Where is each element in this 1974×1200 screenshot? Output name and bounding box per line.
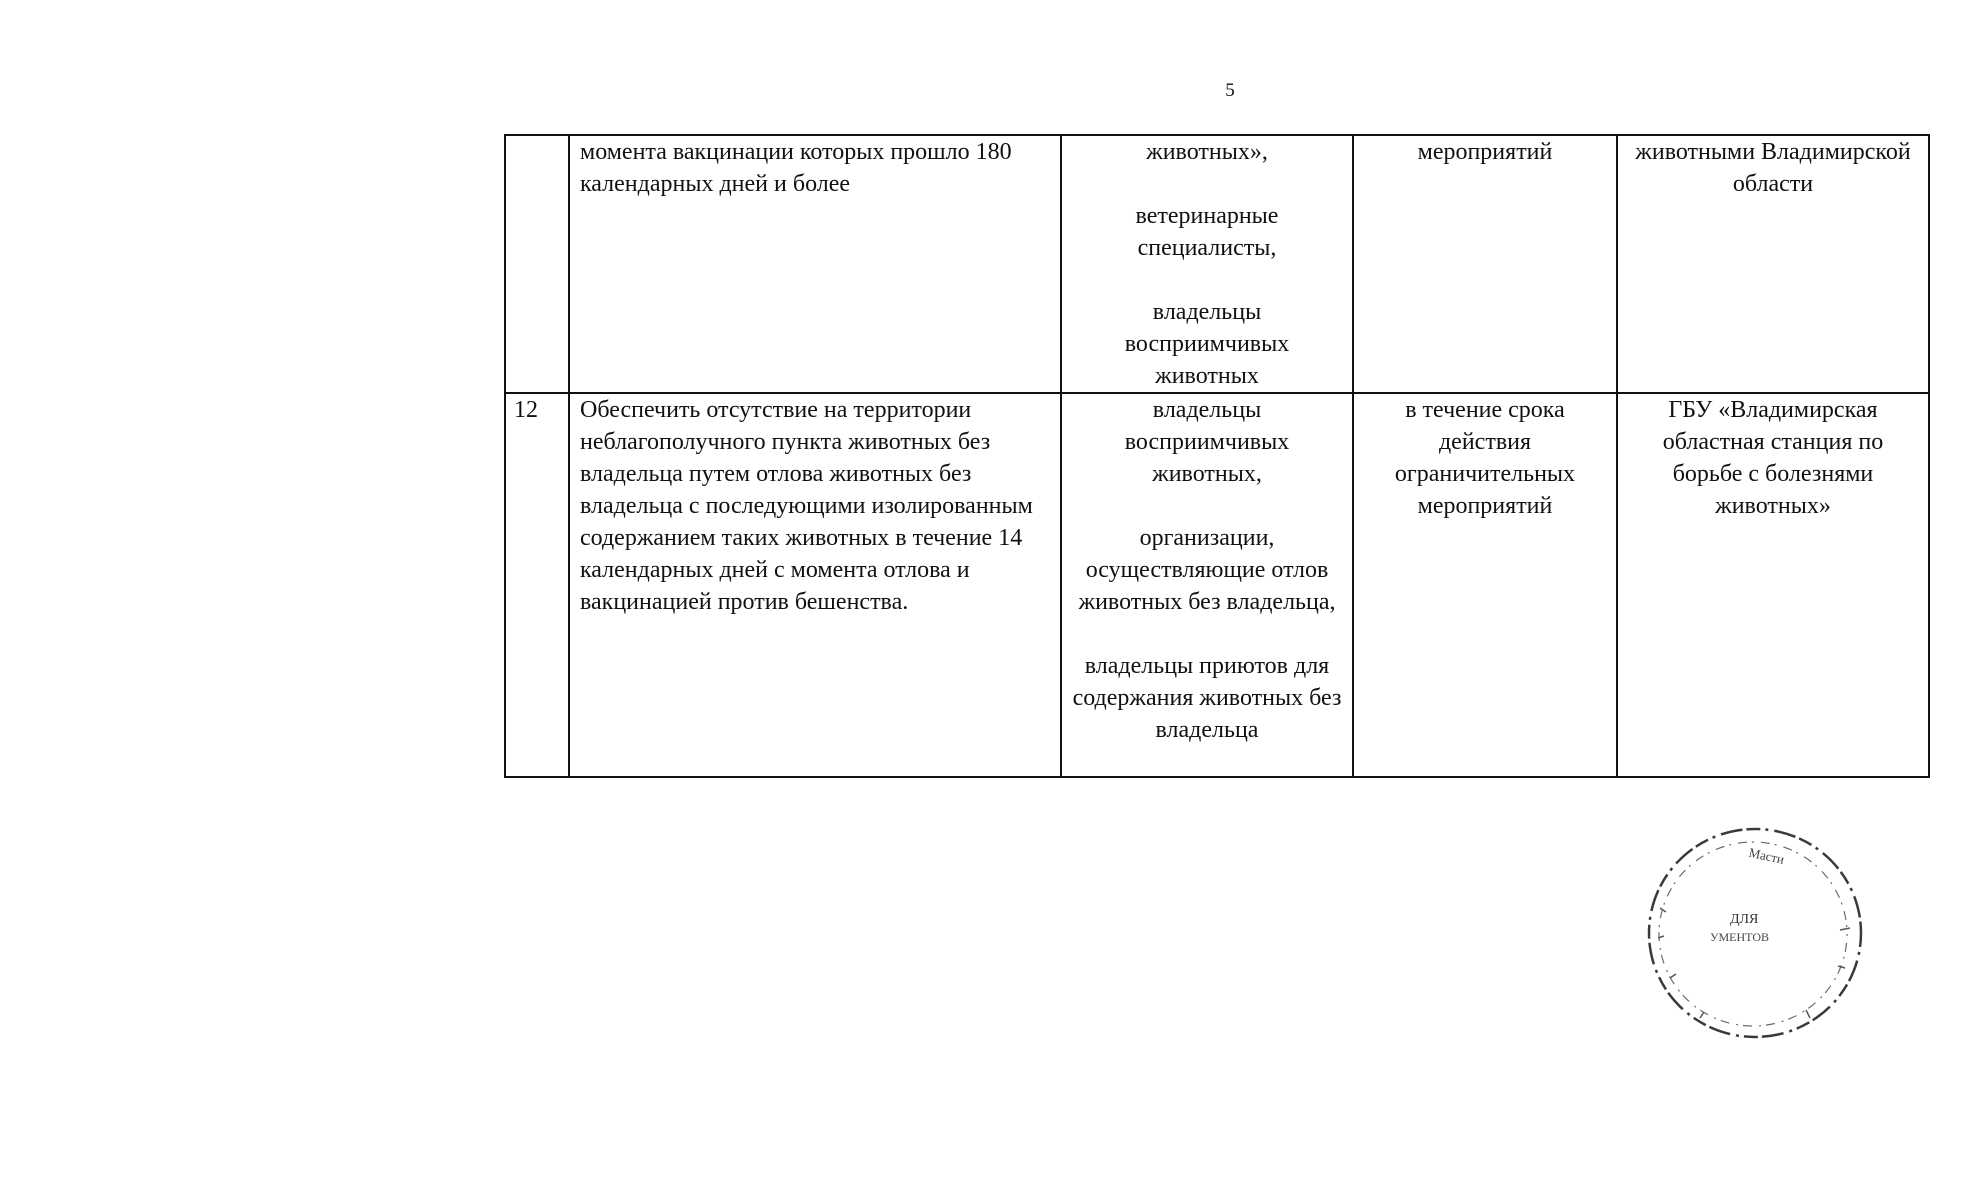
action-text: момента вакцинации которых прошло 180 календарных дней и более — [580, 139, 1012, 197]
executor-item: ветеринарные специалисты, — [1135, 203, 1279, 261]
action-cell — [569, 135, 1061, 393]
deadline-cell — [1353, 135, 1617, 393]
executor-item: владельцы восприимчивых животных — [1124, 299, 1290, 389]
action-cell — [569, 393, 1061, 777]
row-number-cell: 12 — [505, 393, 569, 777]
row-number-cell — [505, 135, 569, 393]
deadline-cell — [1353, 393, 1617, 777]
executors-cell — [1061, 393, 1353, 777]
responsible-text: ГБУ «Владимирская областная станция по борьбе с болезнями животных» — [1662, 397, 1884, 519]
page-number: 5 — [1225, 80, 1235, 101]
table-row — [505, 135, 1929, 393]
executor-item: владельцы приютов для содержания животных без владельца — [1072, 653, 1342, 743]
responsible-cell — [1617, 393, 1929, 777]
responsible-cell — [1617, 135, 1929, 393]
executor-item: владельцы восприимчивых животных, — [1124, 397, 1290, 487]
action-text: Обеспечить отсутствие на территории неблагополучного пункта животных без владельца путем отлова животных без владельца с последующими изолированным содержанием таких животных в течение 14 календарных дней с момента отлова и вакцинацией против бешенства. — [580, 397, 1033, 615]
seal-text-top: Масти — [1747, 844, 1786, 867]
executors-cell — [1061, 135, 1353, 393]
official-seal-stamp — [1640, 818, 1870, 1048]
seal-text-center: ДЛЯ — [1730, 912, 1759, 927]
table-row — [505, 393, 1929, 777]
executor-item: животных», — [1146, 139, 1268, 165]
measures-table — [504, 134, 1930, 778]
seal-text-lower: УМЕНТОВ — [1710, 930, 1770, 944]
deadline-text: мероприятий — [1417, 139, 1553, 165]
responsible-text: животными Владимирской области — [1635, 139, 1911, 197]
executor-item: организации, осуществляющие отлов животных без владельца, — [1078, 525, 1336, 615]
deadline-text: в течение срока действия ограничительных мероприятий — [1394, 397, 1576, 519]
